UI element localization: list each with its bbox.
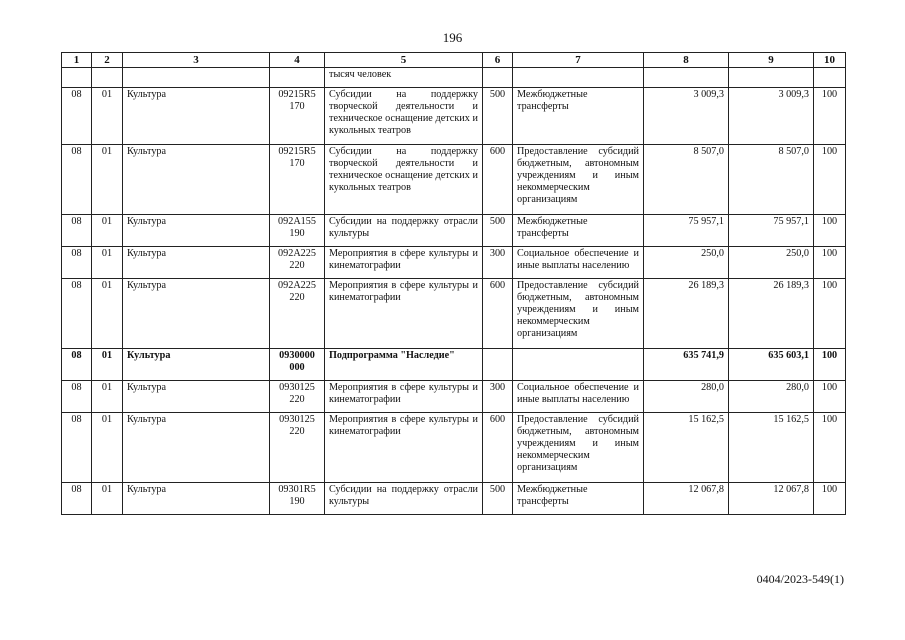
budget-table	[61, 52, 846, 515]
planned-amount-cell: 8 507,0	[644, 145, 729, 215]
planned-amount-cell: 3 009,3	[644, 88, 729, 145]
document-id: 0404/2023-549(1)	[756, 572, 844, 586]
description-cell: Субсидии на поддержку творческой деятельности и техническое оснащение детских и кукольных театров	[325, 145, 483, 215]
executed-amount-cell: 26 189,3	[729, 279, 814, 349]
expense-type-cell: 300	[483, 247, 513, 279]
continuation-row	[62, 68, 846, 88]
subsection-cell: 01	[92, 349, 123, 381]
col-header-10: 10	[814, 53, 846, 68]
section-cell: 08	[62, 88, 92, 145]
planned-amount-cell: 12 067,8	[644, 483, 729, 515]
expense-name-cell: Межбюджетные трансферты	[513, 483, 644, 515]
subsection-cell: 01	[92, 88, 123, 145]
section-cell: 08	[62, 215, 92, 247]
table-row	[62, 483, 846, 515]
table-row	[62, 145, 846, 215]
expense-name-cell: Предоставление субсидий бюджетным, автономным учреждениям и иным некоммерческим организациям	[513, 279, 644, 349]
percent-cell: 100	[814, 145, 846, 215]
expense-name-cell: Предоставление субсидий бюджетным, автономным учреждениям и иным некоммерческим организациям	[513, 145, 644, 215]
section-cell: 08	[62, 413, 92, 483]
percent-cell: 100	[814, 413, 846, 483]
col-header-1: 1	[62, 53, 92, 68]
percent-cell: 100	[814, 88, 846, 145]
subsection-cell: 01	[92, 215, 123, 247]
target-code-cell: 092A155 190	[270, 215, 325, 247]
description-cell: Субсидии на поддержку отрасли культуры	[325, 483, 483, 515]
expense-type-cell: 600	[483, 145, 513, 215]
name-cell: Культура	[123, 145, 270, 215]
table-row	[62, 381, 846, 413]
table-row	[62, 215, 846, 247]
section-cell: 08	[62, 247, 92, 279]
percent-cell: 100	[814, 483, 846, 515]
subsection-cell: 01	[92, 381, 123, 413]
planned-amount-cell: 75 957,1	[644, 215, 729, 247]
subsection-cell: 01	[92, 145, 123, 215]
executed-amount-cell: 250,0	[729, 247, 814, 279]
description-cell: Мероприятия в сфере культуры и кинематографии	[325, 247, 483, 279]
name-cell: Культура	[123, 88, 270, 145]
target-code-cell: 09215R5 170	[270, 88, 325, 145]
expense-name-cell: Межбюджетные трансферты	[513, 215, 644, 247]
table-row	[62, 279, 846, 349]
target-code-cell: 09215R5 170	[270, 145, 325, 215]
executed-amount-cell: 12 067,8	[729, 483, 814, 515]
executed-amount-cell: 3 009,3	[729, 88, 814, 145]
description-cell: Мероприятия в сфере культуры и кинематографии	[325, 279, 483, 349]
description-cell: Субсидии на поддержку творческой деятельности и техническое оснащение детских и кукольных театров	[325, 88, 483, 145]
section-cell: 08	[62, 349, 92, 381]
expense-type-cell: 600	[483, 413, 513, 483]
expense-type-cell: 300	[483, 381, 513, 413]
table-row	[62, 413, 846, 483]
name-cell: Культура	[123, 483, 270, 515]
planned-amount-cell: 635 741,9	[644, 349, 729, 381]
name-cell: Культура	[123, 279, 270, 349]
col-header-4: 4	[270, 53, 325, 68]
expense-type-cell: 500	[483, 215, 513, 247]
percent-cell: 100	[814, 381, 846, 413]
expense-name-cell: Межбюджетные трансферты	[513, 88, 644, 145]
col-header-5: 5	[325, 53, 483, 68]
description-cell: Мероприятия в сфере культуры и кинематографии	[325, 381, 483, 413]
planned-amount-cell: 250,0	[644, 247, 729, 279]
table-row	[62, 247, 846, 279]
target-code-cell: 0930125 220	[270, 413, 325, 483]
section-cell: 08	[62, 279, 92, 349]
target-code-cell: 0930125 220	[270, 381, 325, 413]
planned-amount-cell: 280,0	[644, 381, 729, 413]
col-header-9: 9	[729, 53, 814, 68]
name-cell: Культура	[123, 215, 270, 247]
table-row	[62, 88, 846, 145]
expense-type-cell: 500	[483, 483, 513, 515]
percent-cell: 100	[814, 215, 846, 247]
planned-amount-cell: 15 162,5	[644, 413, 729, 483]
subsection-cell: 01	[92, 413, 123, 483]
table-row	[62, 349, 846, 381]
expense-type-cell	[483, 349, 513, 381]
expense-name-cell: Предоставление субсидий бюджетным, автономным учреждениям и иным некоммерческим организациям	[513, 413, 644, 483]
description-cell: Мероприятия в сфере культуры и кинематографии	[325, 413, 483, 483]
planned-amount-cell: 26 189,3	[644, 279, 729, 349]
expense-type-cell: 500	[483, 88, 513, 145]
expense-name-cell: Социальное обеспечение и иные выплаты населению	[513, 381, 644, 413]
name-cell: Культура	[123, 413, 270, 483]
executed-amount-cell: 75 957,1	[729, 215, 814, 247]
description-cell: Подпрограмма "Наследие"	[325, 349, 483, 381]
name-cell: Культура	[123, 381, 270, 413]
section-cell: 08	[62, 145, 92, 215]
col-header-3: 3	[123, 53, 270, 68]
col-header-7: 7	[513, 53, 644, 68]
executed-amount-cell: 8 507,0	[729, 145, 814, 215]
percent-cell: 100	[814, 247, 846, 279]
subsection-cell: 01	[92, 279, 123, 349]
continuation-text: тысяч человек	[325, 68, 483, 88]
target-code-cell: 092A225 220	[270, 279, 325, 349]
section-cell: 08	[62, 483, 92, 515]
target-code-cell: 092A225 220	[270, 247, 325, 279]
page-number: 196	[442, 30, 463, 45]
section-cell: 08	[62, 381, 92, 413]
subsection-cell: 01	[92, 483, 123, 515]
col-header-6: 6	[483, 53, 513, 68]
name-cell: Культура	[123, 349, 270, 381]
executed-amount-cell: 280,0	[729, 381, 814, 413]
col-header-2: 2	[92, 53, 123, 68]
percent-cell: 100	[814, 349, 846, 381]
percent-cell: 100	[814, 279, 846, 349]
expense-type-cell: 600	[483, 279, 513, 349]
col-header-8: 8	[644, 53, 729, 68]
target-code-cell: 0930000 000	[270, 349, 325, 381]
expense-name-cell	[513, 349, 644, 381]
description-cell: Субсидии на поддержку отрасли культуры	[325, 215, 483, 247]
executed-amount-cell: 635 603,1	[729, 349, 814, 381]
expense-name-cell: Социальное обеспечение и иные выплаты населению	[513, 247, 644, 279]
executed-amount-cell: 15 162,5	[729, 413, 814, 483]
name-cell: Культура	[123, 247, 270, 279]
target-code-cell: 09301R5 190	[270, 483, 325, 515]
header-row	[62, 53, 846, 68]
subsection-cell: 01	[92, 247, 123, 279]
